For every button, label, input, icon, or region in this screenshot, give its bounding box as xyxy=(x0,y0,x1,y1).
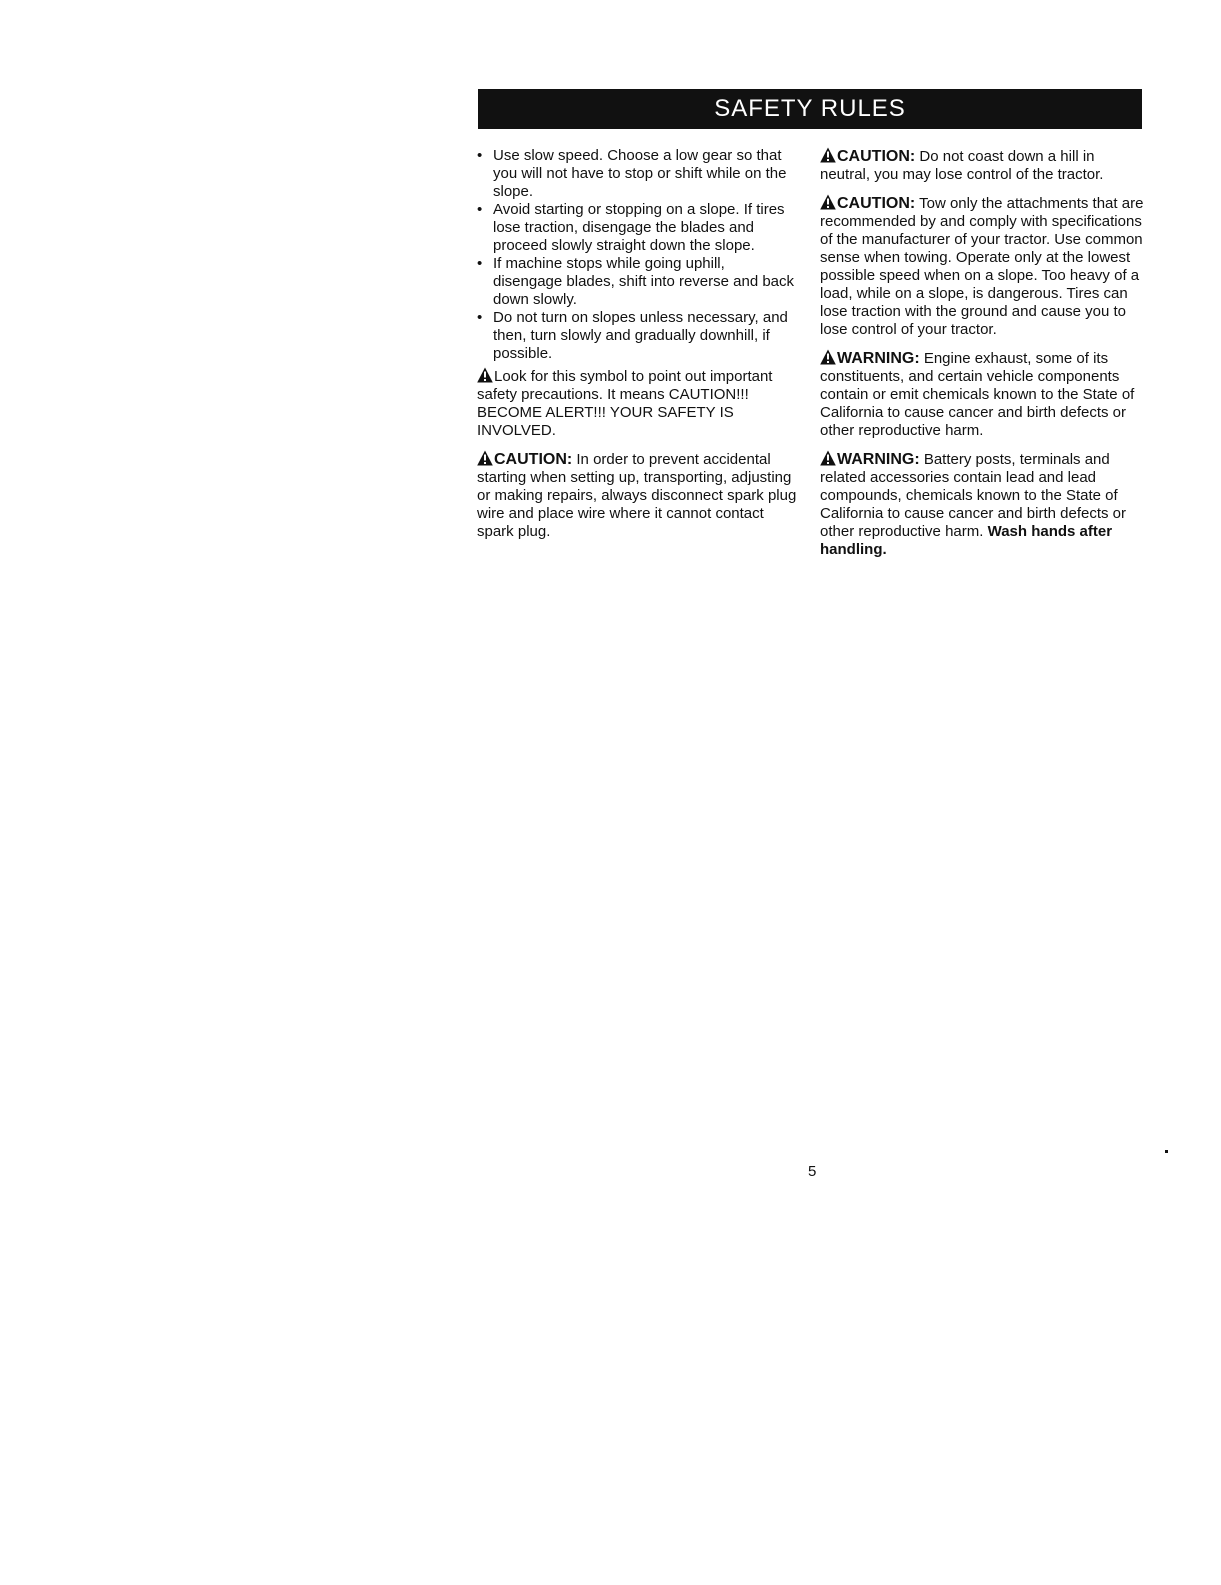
slope-safety-list xyxy=(477,147,797,363)
right-column xyxy=(820,147,1144,569)
caution-towing: CAUTION: Tow only the attachments that are recommended by and comply with specifications of the manufacturer of your tractor. Use common sense when towing. Operate only at the lowest possible speed when on a slope. Too heavy of a load, while on a slope, is dangerous. Tires can lose traction with the ground and cause you to lose control of your tractor. xyxy=(820,195,1144,338)
caution-label: CAUTION: xyxy=(494,451,573,468)
warning-triangle-icon xyxy=(820,450,836,466)
list-item: • Use slow speed. Choose a low gear so that you will not have to stop or shift while on the slope. xyxy=(477,147,787,200)
caution-label: CAUTION: xyxy=(837,148,916,165)
warning-triangle-icon xyxy=(477,450,493,466)
section-header xyxy=(478,89,1142,129)
caution-coast-neutral: CAUTION: Do not coast down a hill in neutral, you may lose control of the tractor. xyxy=(820,148,1104,183)
warning-engine-exhaust: WARNING: Engine exhaust, some of its constituents, and certain vehicle components contain or emit chemicals known to the State of California to cause cancer and birth defects or other reproductive harm. xyxy=(820,350,1135,439)
warning-label: WARNING: xyxy=(837,451,920,468)
wash-hands-emphasis: Wash hands after handling. xyxy=(820,523,1113,558)
page-number: 5 xyxy=(808,1163,817,1180)
warning-triangle-icon xyxy=(477,367,493,383)
left-column xyxy=(477,147,797,551)
warning-triangle-icon xyxy=(820,194,836,210)
symbol-note: Look for this symbol to point out important safety precautions. It means CAUTION!!! BECOME ALERT!!! YOUR SAFETY IS INVOLVED. xyxy=(477,368,773,439)
caution-accidental-start: CAUTION: In order to prevent accidental starting when setting up, transporting, adjusting or making repairs, always disconnect spark plug wire and place wire where it cannot contact spark plug. xyxy=(477,451,797,540)
caution-label: CAUTION: xyxy=(837,195,916,212)
list-item: • Do not turn on slopes unless necessary, and then, turn slowly and gradually downhill, if possible. xyxy=(477,309,788,362)
warning-triangle-icon xyxy=(820,147,836,163)
section-title: SAFETY RULES xyxy=(714,95,906,122)
scan-speck xyxy=(1165,1150,1168,1153)
warning-triangle-icon xyxy=(820,349,836,365)
list-item: • If machine stops while going uphill, disengage blades, shift into reverse and back down slowly. xyxy=(477,255,795,308)
list-item: • Avoid starting or stopping on a slope. If tires lose traction, disengage the blades and proceed slowly straight down the slope. xyxy=(477,201,785,254)
warning-battery-lead: WARNING: Battery posts, terminals and related accessories contain lead and lead compounds, chemicals known to the State of California to cause cancer and birth defects or other reproductive harm. Wash hands after handling. xyxy=(820,451,1126,558)
warning-label: WARNING: xyxy=(837,350,920,367)
